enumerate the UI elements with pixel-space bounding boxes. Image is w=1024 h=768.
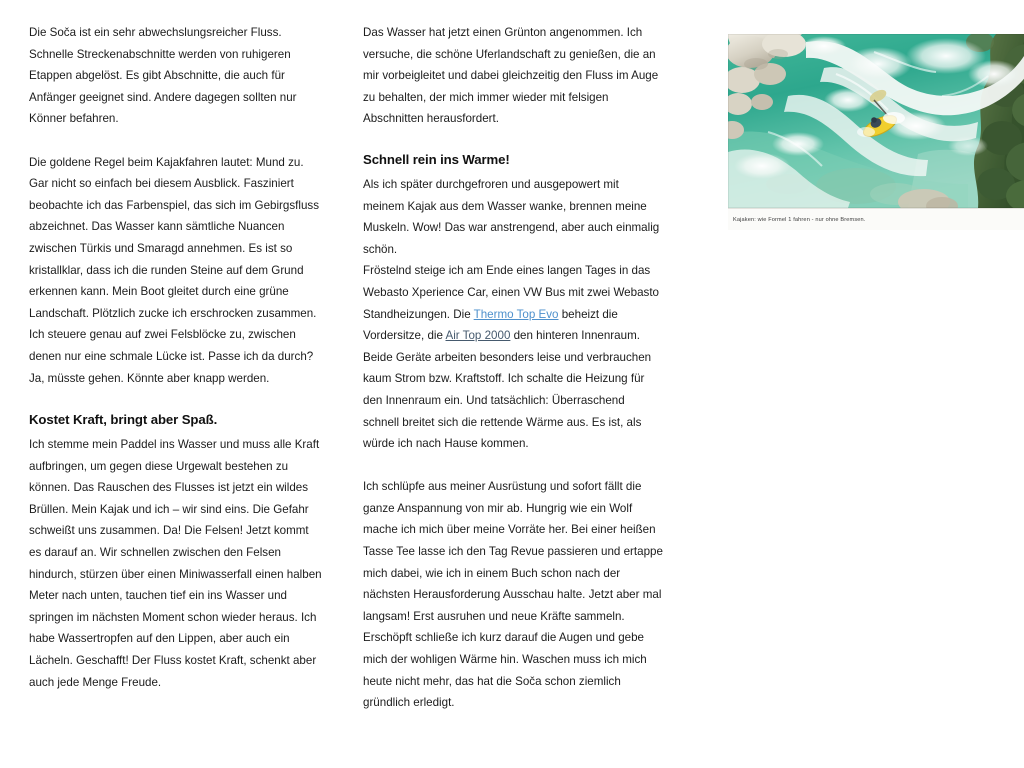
heater-text-part-3: den hinteren Innenraum. Beide Geräte arbeiten besonders leise und verbrauchen kaum Strom bzw. Kraftstoff. Ich schalte die Heizung für den Innenraum ein. Und tatsächlich: Überraschend schnell breitet sich die rettende Wärme aus. Es ist, als würde ich nach Hause kommen. [363,329,652,451]
paddling-paragraph: Ich stemme mein Paddel ins Wasser und muss alle Kraft aufbringen, um gegen diese Urgewalt bestehen zu können. Das Rauschen des Flusses ist jetzt ein wildes Brüllen. Mein Kajak und ich – wir sind eins. Die Gefahr schweißt uns zusammen. Da! Die Felsen! Jetzt kommt es darauf an. Wir schnellen zwischen den Felsen hindurch, stürzen über einen Miniwasserfall einen halben Meter nach unten, tauchen tief ein ins Wasser und springen im nächsten Moment schon wieder heraus. Ich habe Wassertropfen auf den Lippen, aber auch ein Lächeln. Geschafft! Der Fluss kostet Kraft, schenkt aber auch jede Menge Freude. [29,438,322,689]
heading-schnell-rein-ins-warme: Schnell rein ins Warme! [363,151,510,167]
kayak-river-figure [728,34,1024,230]
link-air-top-2000[interactable]: Air Top 2000 [445,329,511,343]
intro-paragraph: Die Soča ist ein sehr abwechslungsreicher Fluss. Schnelle Streckenabschnitte werden von ruhigeren Etappen abgelöst. Es gibt Abschnitte, die auch für Anfänger geeignet sind. Andere dagegen sollten nur Könner befahren. [29,26,297,126]
text-column-left [29,22,323,693]
kayak-river-photo [728,34,1024,208]
text-column-right [363,22,663,714]
heater-text-part-1: Fröstelnd steige ich am Ende eines langen Tages in das Webasto Xperience Car, einen VW Bus mit zwei Webasto Standheizungen. Die [363,264,659,321]
heater-paragraph [363,260,663,454]
photo-caption: Kajaken: wie Formel 1 fahren - nur ohne Bremsen. [728,208,1024,230]
heater-text-part-2: beheizt die Vordersitze, die [363,307,618,343]
colours-paragraph: Die goldene Regel beim Kajakfahren lautet: Mund zu. Gar nicht so einfach bei diesem Ausblick. Fasziniert beobachte ich das Farbenspiel, das sich im Gebirgsfluss abzeichnet. Das Wasser kann sämtliche Nuancen zwischen Türkis und Smaragd annehmen. Es ist so kristallklar, dass ich die runden Steine auf dem Grund erkennen kann. Mein Boot gleitet durch eine grüne Landschaft. Plötzlich zucke ich erschrocken zusammen. Ich steuere genau auf zwei Felsblöcke zu, zwischen denen nur eine schmale Lücke ist. Passe ich da durch? Ja, müsste gehen. Könnte aber knapp werden. [29,155,319,385]
river-photo-graphic [728,34,1024,208]
link-thermo-top-evo[interactable]: Thermo Top Evo [473,307,559,321]
after-heading-paragraph: Als ich später durchgefroren und ausgepowert mit meinem Kajak aus dem Wasser wanke, brennen meine Muskeln. Wow! Das war anstrengend, aber auch einmalig schön. [363,177,660,256]
heading-kostet-kraft: Kostet Kraft, bringt aber Spaß. [29,412,218,428]
final-paragraph: Ich schlüpfe aus meiner Ausrüstung und sofort fällt die ganze Anspannung von mir ab. Hungrig wie ein Wolf mache ich mich über meine Vorräte her. Bei einer heißen Tasse Tee lasse ich den Tag Revue passieren und ertappe mich dabei, wie ich in einem Buch schon nach der nächsten Herausforderung Ausschau halte. Jetzt aber mal langsam! Erst ausruhen und neue Kräfte sammeln. Erschöpft schließe ich kurz darauf die Augen und gebe mich der wohligen Wärme hin. Waschen muss ich mich heute nicht mehr, das hat die Soča schon ziemlich gründlich erledigt. [363,480,663,710]
green-water-paragraph: Das Wasser hat jetzt einen Grünton angenommen. Ich versuche, die schöne Uferlandschaft zu genießen, die an mir vorbeigleitet und dabei gleichzeitig den Fluss im Auge zu behalten, der mich immer wieder mit felsigen Abschnitten herausfordert. [363,26,659,126]
